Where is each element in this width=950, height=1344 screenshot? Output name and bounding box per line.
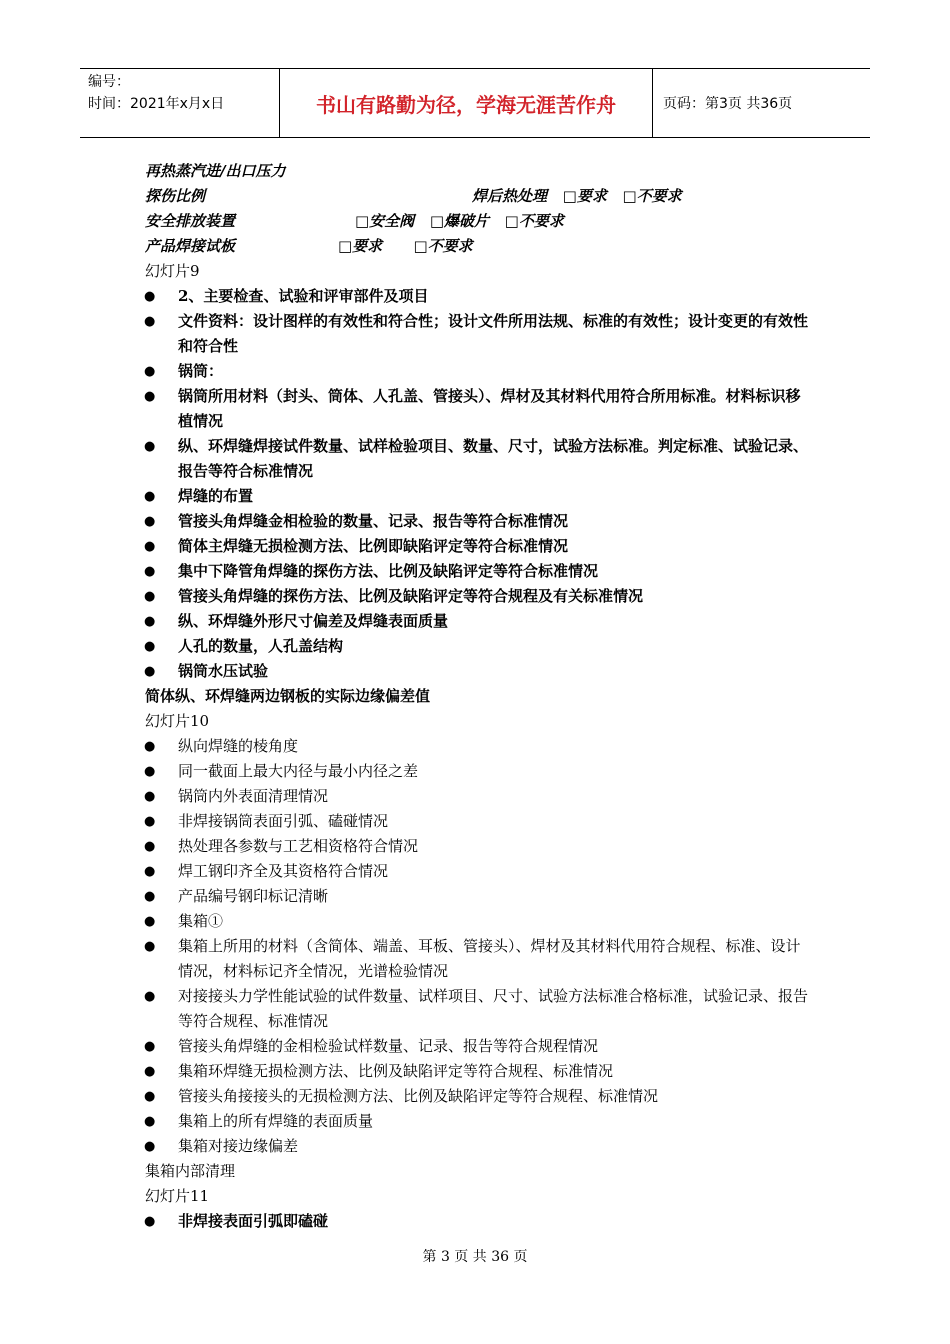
weld-coupon-options: □要求 □不要求 — [338, 237, 473, 255]
page-header — [80, 68, 870, 138]
slide10-list — [145, 734, 815, 1159]
list-item: ● 管接头角焊缝的探伤方法、比例及缺陷评定等符合规程及有关标准情况 — [145, 584, 815, 609]
flaw-ratio-line — [145, 184, 815, 209]
safety-device-line — [145, 209, 815, 234]
list-item: ● 非焊接表面引弧即磕碰 — [145, 1209, 815, 1234]
slide11-list — [145, 1209, 815, 1234]
safety-device-options: □安全阀 □爆破片 □不要求 — [355, 212, 564, 230]
list-item: ● 集箱环焊缝无损检测方法、比例及缺陷评定等符合规程、标准情况 — [145, 1059, 815, 1084]
list-item: ● 简体主焊缝无损检测方法、比例即缺陷评定等符合标准情况 — [145, 534, 815, 559]
list-item: ● 非焊接锅筒表面引弧、磕碰情况 — [145, 809, 815, 834]
weld-coupon-label: 产品焊接试板 — [145, 237, 236, 255]
list-item: ● 管接头角焊缝金相检验的数量、记录、报告等符合标准情况 — [145, 509, 815, 534]
page-info: 页码：第3页 共36页 — [663, 96, 793, 112]
list-item: ● 锅筒： — [145, 359, 815, 384]
list-item: ● 同一截面上最大内径与最小内径之差 — [145, 759, 815, 784]
slide9-tail: 简体纵、环焊缝两边钢板的实际边缘偏差值 — [145, 687, 431, 705]
list-item: ● 2、主要检查、试验和评审部件及项目 — [145, 284, 815, 309]
weld-coupon-line — [145, 234, 815, 259]
reheat-pressure-line: 再热蒸汽进/出口压力 — [145, 162, 286, 180]
page-footer: 第 3 页 共 36 页 — [422, 1249, 528, 1265]
list-item: ● 锅筒内外表面清理情况 — [145, 784, 815, 809]
list-item: ● 对接接头力学性能试验的试件数量、试样项目、尺寸、试验方法标准合格标准，试验记录、报告等符合规程、标准情况 — [145, 984, 815, 1034]
list-item: ● 管接头角焊缝的金相检验试样数量、记录、报告等符合规程情况 — [145, 1034, 815, 1059]
list-item: ● 锅筒水压试验 — [145, 659, 815, 684]
list-item: ● 纵、环焊缝外形尺寸偏差及焊缝表面质量 — [145, 609, 815, 634]
list-item: ● 人孔的数量，人孔盖结构 — [145, 634, 815, 659]
time-label: 时间：2021年x月x日 — [88, 96, 225, 112]
number-label: 编号： — [88, 74, 130, 90]
list-item: ● 焊工钢印齐全及其资格符合情况 — [145, 859, 815, 884]
list-item: ● 锅筒所用材料（封头、筒体、人孔盖、管接头）、焊材及其材料代用符合所用标准。材料标识移植情况 — [145, 384, 815, 434]
pwht-options: 焊后热处理 □要求 □不要求 — [472, 187, 682, 205]
list-item: ● 产品编号钢印标记清晰 — [145, 884, 815, 909]
list-item: ● 热处理各参数与工艺相资格符合情况 — [145, 834, 815, 859]
motto: 书山有路勤为径，学海无涯苦作舟 — [280, 69, 653, 137]
slide10-title: 幻灯片10 — [145, 712, 210, 730]
list-item: ● 管接头角接接头的无损检测方法、比例及缺陷评定等符合规程、标准情况 — [145, 1084, 815, 1109]
list-item: ● 集箱上的所有焊缝的表面质量 — [145, 1109, 815, 1134]
list-item: ● 纵向焊缝的棱角度 — [145, 734, 815, 759]
slide10-tail: 集箱内部清理 — [145, 1162, 236, 1180]
list-item: ● 集箱① — [145, 909, 815, 934]
slide9-list — [145, 284, 815, 684]
list-item: ● 集中下降管角焊缝的探伤方法、比例及缺陷评定等符合标准情况 — [145, 559, 815, 584]
flaw-ratio-label: 探伤比例 — [145, 187, 206, 205]
list-item: ● 集箱上所用的材料（含简体、端盖、耳板、管接头）、焊材及其材料代用符合规程、标准、设计情况，材料标记齐全情况，光谱检验情况 — [145, 934, 815, 984]
list-item: ● 集箱对接边缘偏差 — [145, 1134, 815, 1159]
slide9-title: 幻灯片9 — [145, 262, 200, 280]
list-item: ● 焊缝的布置 — [145, 484, 815, 509]
header-meta — [80, 69, 280, 137]
safety-device-label: 安全排放装置 — [145, 212, 236, 230]
slide11-title: 幻灯片11 — [145, 1187, 210, 1205]
list-item: ● 纵、环焊缝焊接试件数量、试样检验项目、数量、尺寸，试验方法标准。判定标准、试验记录、报告等符合标准情况 — [145, 434, 815, 484]
document-body — [145, 159, 815, 1234]
list-item: ● 文件资料：设计图样的有效性和符合性；设计文件所用法规、标准的有效性；设计变更的有效性和符合性 — [145, 309, 815, 359]
